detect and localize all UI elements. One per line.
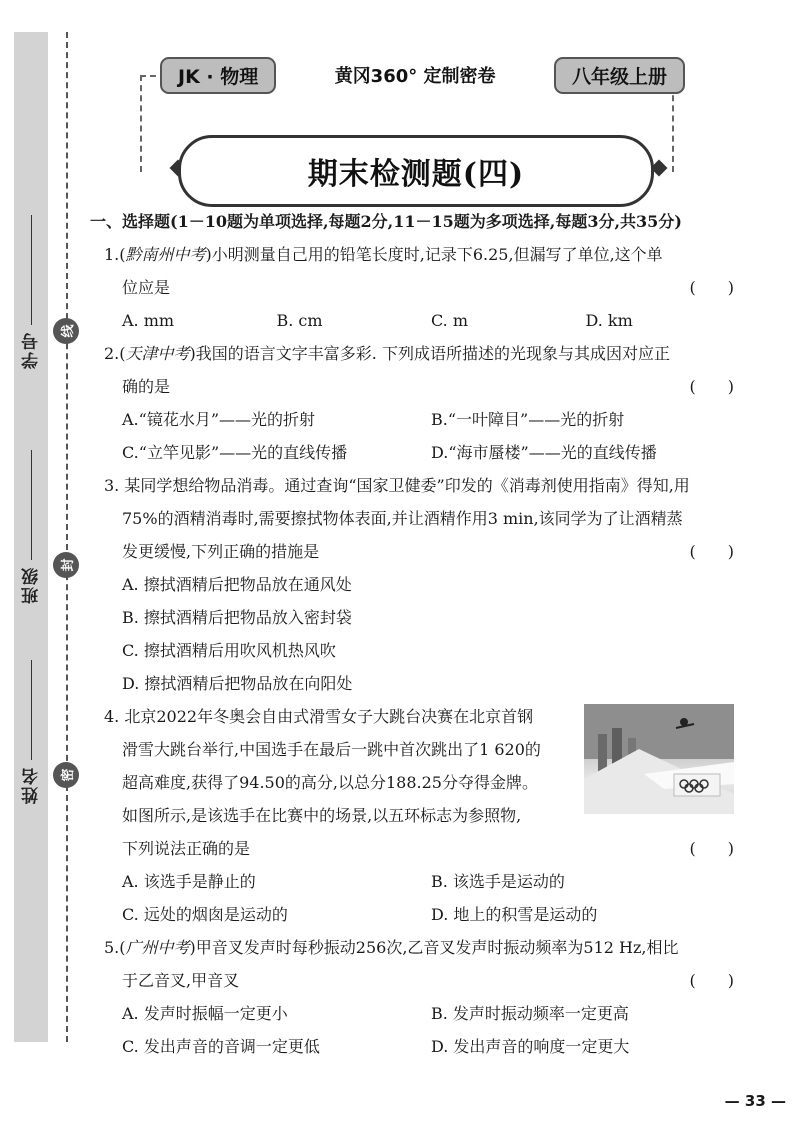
option-c[interactable]: C. 远处的烟囱是运动的: [122, 905, 288, 924]
option-c[interactable]: C. 发出声音的音调一定更低: [122, 1037, 320, 1056]
option-a[interactable]: A. mm: [122, 311, 175, 330]
answer-bracket[interactable]: ( ): [689, 971, 734, 990]
answer-bracket[interactable]: ( ): [689, 839, 734, 858]
ski-jump-photo: [584, 704, 734, 814]
student-id-label: 学号: [21, 331, 42, 369]
question-3: 3. 某同学想给物品消毒。通过查询“国家卫健委”印发的《消毒剂使用指南》得知,用 75%的酒精消毒时,需要擦拭物体表面,并让酒精作用3 min,该同学为了让酒精蒸 发更缓慢,下列正确的措施是 ( ) A. 擦拭酒精后把物品放在通风处 B. 擦拭酒精后把物品放入密封袋 C. 擦拭酒精后用吹风机热风吹 D. 擦拭酒精后把物品放在向阳处: [104, 469, 740, 700]
option-c[interactable]: C.“立竿见影”——光的直线传播: [122, 443, 348, 462]
seal-secret-mark: 密: [53, 762, 79, 788]
name-label: 姓名: [21, 766, 42, 804]
option-b[interactable]: B. cm: [276, 311, 323, 330]
option-a[interactable]: A. 擦拭酒精后把物品放在通风处: [122, 575, 352, 594]
class-field[interactable]: [14, 450, 48, 604]
option-d[interactable]: D.“海市蜃楼”——光的直线传播: [431, 443, 657, 462]
class-label: 班级: [21, 566, 42, 604]
option-d[interactable]: D. 地上的积雪是运动的: [431, 905, 598, 924]
seal-line-mark: 线: [53, 318, 79, 344]
student-id-field[interactable]: [14, 215, 48, 369]
ski-jump-scene-icon: [584, 704, 734, 814]
option-c[interactable]: C. m: [431, 311, 469, 330]
series-title: 黄冈360° 定制密卷: [334, 66, 496, 87]
question-source: 广州中考: [125, 938, 190, 957]
title-box: [178, 135, 654, 207]
answer-bracket[interactable]: ( ): [689, 542, 734, 561]
option-c[interactable]: C. 擦拭酒精后用吹风机热风吹: [122, 641, 336, 660]
question-1: 1.(黔南州中考)小明测量自己用的铅笔长度时,记录下6.25,但漏写了单位,这个单 位应是 ( ) A. mm B. cm C. m D. km: [104, 238, 740, 337]
question-source: 黔南州中考: [125, 245, 206, 264]
question-4: 4. 北京2022年冬奥会自由式滑雪女子大跳台决赛在北京首钢 滑雪大跳台举行,中国选手在最后一跳中首次跳出了1 620的 超高难度,获得了94.50的高分,以总分188.25分夺得金牌。 如图所示,是该选手在比赛中的场景,以五环标志为参照物, 下列说法正确的是 ( ) A. 该选手是静止的 B. 该选手是运动的 C. 远处的烟囱是运动的 D. 地上的积雪是运动的: [104, 700, 740, 931]
question-source: 天津中考: [125, 344, 190, 363]
option-d[interactable]: D. 擦拭酒精后把物品放在向阳处: [122, 674, 353, 693]
option-d[interactable]: D. 发出声音的响度一定更大: [431, 1037, 630, 1056]
name-field[interactable]: [14, 660, 48, 804]
answer-bracket[interactable]: ( ): [689, 278, 734, 297]
cut-line: [66, 32, 68, 1042]
question-5: 5.(广州中考)甲音叉发声时每秒振动256次,乙音叉发声时振动频率为512 Hz,相比 于乙音叉,甲音叉 ( ) A. 发声时振幅一定更小 B. 发声时振动频率一定更高 C. 发出声音的音调一定更低 D. 发出声音的响度一定更大: [104, 931, 740, 1063]
grade-pill: 八年级上册: [554, 57, 685, 94]
option-b[interactable]: B. 擦拭酒精后把物品放入密封袋: [122, 608, 352, 627]
option-a[interactable]: A. 该选手是静止的: [122, 872, 256, 891]
seal-seal-mark: 封: [53, 552, 79, 578]
option-b[interactable]: B. 该选手是运动的: [431, 872, 565, 891]
option-a[interactable]: A. 发声时振幅一定更小: [122, 1004, 288, 1023]
option-d[interactable]: D. km: [585, 311, 633, 330]
answer-bracket[interactable]: ( ): [689, 377, 734, 396]
subject-pill: JK · 物理: [160, 57, 276, 94]
exam-content: [90, 205, 740, 1063]
section-heading: 一、选择题(1－10题为单项选择,每题2分,11－15题为多项选择,每题3分,共35分): [90, 212, 682, 231]
option-a[interactable]: A.“镜花水月”——光的折射: [122, 410, 316, 429]
page-title: 期末检测题(四): [307, 157, 525, 192]
page-number: — 33 —: [724, 1092, 786, 1110]
question-2: 2.(天津中考)我国的语言文字丰富多彩. 下列成语所描述的光现象与其成因对应正 确的是 ( ) A.“镜花水月”——光的折射 B.“一叶障目”——光的折射 C.“立竿见影”——光的直线传播 D.“海市蜃楼”——光的直线传播: [104, 337, 740, 469]
option-b[interactable]: B.“一叶障目”——光的折射: [431, 410, 625, 429]
header-row: [160, 58, 685, 92]
option-b[interactable]: B. 发声时振动频率一定更高: [431, 1004, 629, 1023]
